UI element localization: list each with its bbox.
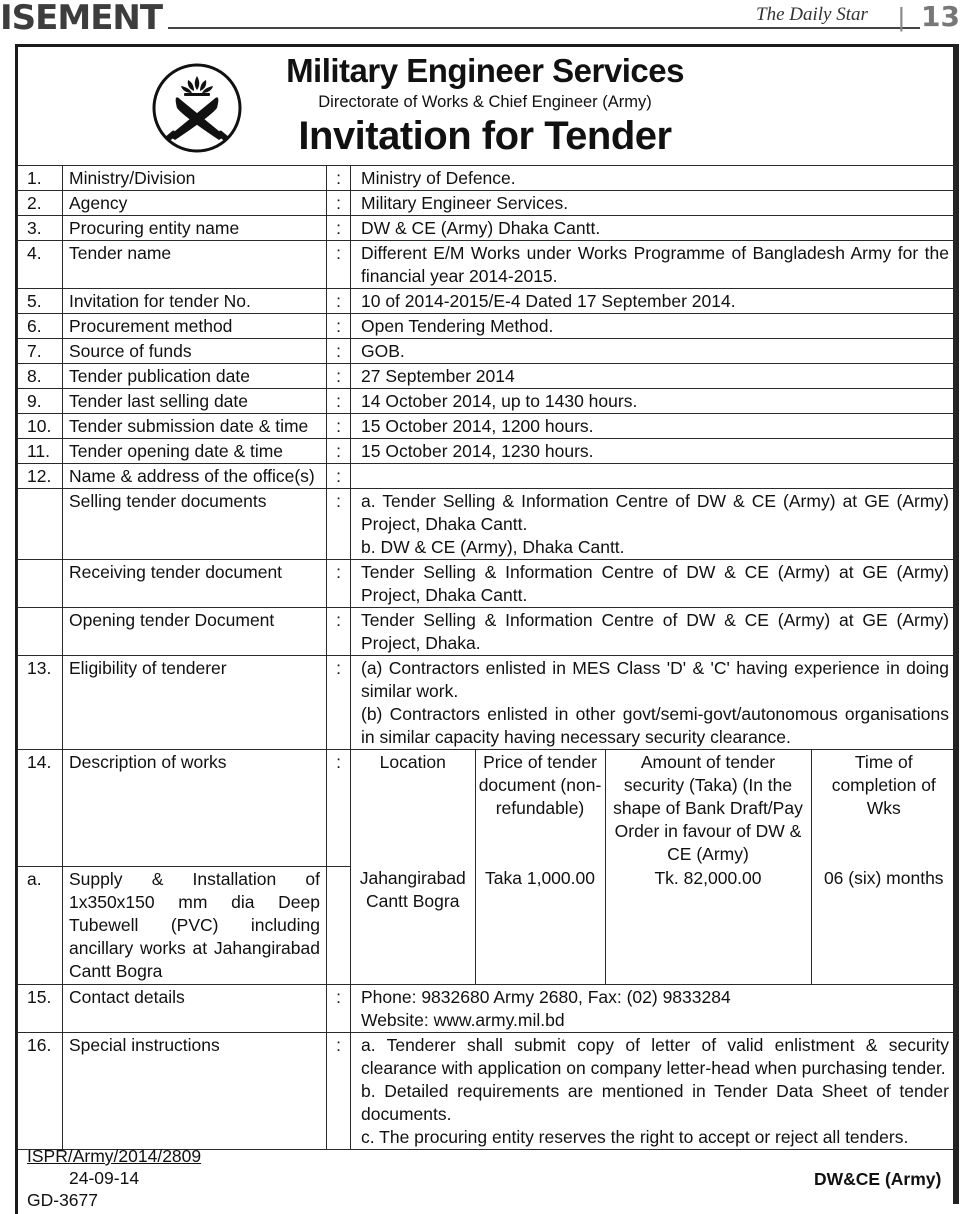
table-row [18, 364, 956, 389]
row-value: Ministry of Defence. [351, 166, 956, 191]
row-colon: : [327, 216, 351, 241]
row-label: Eligibility of tenderer [63, 656, 327, 750]
instruction-b: b. Detailed requirements are mentioned in Tender Data Sheet of tender documents. [361, 1081, 949, 1124]
row-number: 5. [18, 289, 63, 314]
row-colon: : [327, 414, 351, 439]
table-row [18, 1033, 956, 1150]
row-colon: : [327, 289, 351, 314]
table-row [18, 489, 956, 560]
row-number: 13. [18, 656, 63, 750]
row-number: 11. [18, 439, 63, 464]
table-row [18, 314, 956, 339]
selling-office-b: b. DW & CE (Army), Dhaka Cantt. [361, 537, 625, 557]
row-label: Tender submission date & time [63, 414, 327, 439]
row-number: 15. [18, 985, 63, 1033]
row-value: DW & CE (Army) Dhaka Cantt. [351, 216, 956, 241]
directorate-name: Directorate of Works & Chief Engineer (Army) [318, 93, 652, 111]
row-number: 7. [18, 339, 63, 364]
row-number [18, 608, 63, 656]
table-row [18, 439, 956, 464]
header-security: Amount of tender security (Taka) (In the shape of Bank Draft/Pay Order in favour of DW & CE (Army) [605, 750, 811, 866]
row-label: Opening tender Document [63, 608, 327, 656]
gd-number: GD-3677 [27, 1190, 99, 1210]
row-value [351, 489, 956, 560]
header-rule [168, 27, 920, 29]
signature: DW&CE (Army) [814, 1169, 942, 1189]
row-colon: : [327, 241, 351, 289]
row-number: 10. [18, 414, 63, 439]
row-label: Receiving tender document [63, 560, 327, 608]
works-item [351, 866, 956, 984]
row-value: Tender Selling & Information Centre of DW & CE (Army) at GE (Army) Project, Dhaka. [351, 608, 956, 656]
table-row [18, 166, 956, 191]
row-colon: : [327, 389, 351, 414]
row-label: Description of works [63, 750, 327, 867]
table-row [18, 414, 956, 439]
header-price: Price of tender document (non-refundable) [475, 750, 605, 866]
row-label: Procurement method [63, 314, 327, 339]
row-value [351, 656, 956, 750]
row-value: GOB. [351, 339, 956, 364]
newspaper-name: The Daily Star [756, 4, 868, 25]
row-value: Open Tendering Method. [351, 314, 956, 339]
row-number: 12. [18, 464, 63, 489]
page-number: 13 [921, 0, 960, 33]
instruction-c: c. The procuring entity reserves the right to accept or reject all tenders. [361, 1127, 909, 1147]
ispr-reference: ISPR/Army/2014/2809 [27, 1146, 202, 1166]
header-time: Time of completion of Wks [811, 750, 956, 866]
row-number: 9. [18, 389, 63, 414]
table-row [18, 750, 956, 867]
row-number: 2. [18, 191, 63, 216]
work-description: Supply & Installation of 1x350x150 mm dia Deep Tubewell (PVC) including ancillary works at Jahangirabad Cantt Bogra [63, 866, 327, 985]
table-row [18, 608, 956, 656]
section-title: ISEMENT [0, 0, 163, 38]
eligibility-b: (b) Contractors enlisted in other govt/semi-govt/autonomous organisations in similar capacity having necessary security clearance. [361, 704, 949, 747]
work-location: Jahangirabad Cantt Bogra [359, 868, 466, 911]
table-row [18, 339, 956, 364]
row-label: Selling tender documents [63, 489, 327, 560]
row-value: Different E/M Works under Works Programme of Bangladesh Army for the financial year 2014-2015. [351, 241, 956, 289]
row-number [18, 489, 63, 560]
row-colon: : [327, 750, 351, 867]
notice-title: Invitation for Tender [298, 114, 672, 158]
selling-office-a: a. Tender Selling & Information Centre of DW & CE (Army) at GE (Army) Project, Dhaka Cantt. [361, 491, 949, 534]
row-number: a. [18, 866, 63, 985]
work-price: Taka 1,000.00 [475, 866, 605, 984]
row-colon: : [327, 166, 351, 191]
row-value [351, 464, 956, 489]
row-colon: : [327, 560, 351, 608]
row-label: Contact details [63, 985, 327, 1033]
row-value: 14 October 2014, up to 1430 hours. [351, 389, 956, 414]
tender-table [17, 165, 956, 1150]
row-number: 6. [18, 314, 63, 339]
contact-phone: Phone: 9832680 Army 2680, Fax: (02) 9833284 [361, 987, 731, 1007]
newspaper-header [0, 0, 962, 36]
table-row [18, 464, 956, 489]
row-label: Special instructions [63, 1033, 327, 1150]
row-value: 15 October 2014, 1230 hours. [351, 439, 956, 464]
row-colon: : [327, 1033, 351, 1150]
work-time: 06 (six) months [811, 866, 956, 984]
contact-website: Website: www.army.mil.bd [361, 1010, 565, 1030]
row-label: Ministry/Division [63, 166, 327, 191]
row-colon: : [327, 464, 351, 489]
footer-reference [27, 1145, 201, 1168]
row-colon: : [327, 339, 351, 364]
row-label: Name & address of the office(s) [63, 464, 327, 489]
row-number: 4. [18, 241, 63, 289]
table-row [18, 389, 956, 414]
row-colon: : [327, 985, 351, 1033]
row-colon: : [327, 608, 351, 656]
row-colon: : [327, 191, 351, 216]
footer-date: 24-09-14 [69, 1168, 140, 1188]
instruction-a: a. Tenderer shall submit copy of letter of valid enlistment & security clearance with application on company letter-head when purchasing tender. [361, 1035, 949, 1078]
row-value [351, 1033, 956, 1150]
eligibility-a: (a) Contractors enlisted in MES Class 'D' & 'C' having experience in doing similar work. [361, 658, 949, 701]
table-row [18, 216, 956, 241]
row-label: Tender opening date & time [63, 439, 327, 464]
table-row [18, 656, 956, 750]
row-number: 3. [18, 216, 63, 241]
row-value: 15 October 2014, 1200 hours. [351, 414, 956, 439]
row-colon: : [327, 489, 351, 560]
row-label: Invitation for tender No. [63, 289, 327, 314]
row-label: Source of funds [63, 339, 327, 364]
table-row [18, 289, 956, 314]
table-row [18, 985, 956, 1033]
row-label: Tender name [63, 241, 327, 289]
table-row [18, 866, 956, 985]
row-colon: : [327, 656, 351, 750]
works-header [351, 750, 956, 866]
row-value: Military Engineer Services. [351, 191, 956, 216]
header-separator: | [898, 2, 905, 32]
table-row [18, 560, 956, 608]
row-value: Tender Selling & Information Centre of DW & CE (Army) at GE (Army) Project, Dhaka Cantt. [351, 560, 956, 608]
row-label: Tender publication date [63, 364, 327, 389]
row-colon: : [327, 439, 351, 464]
row-number: 1. [18, 166, 63, 191]
row-number [18, 560, 63, 608]
row-number: 8. [18, 364, 63, 389]
row-number: 14. [18, 750, 63, 867]
row-colon: : [327, 364, 351, 389]
row-label: Agency [63, 191, 327, 216]
row-value [351, 985, 956, 1033]
header-location: Location [379, 752, 446, 772]
row-label: Tender last selling date [63, 389, 327, 414]
row-value: 27 September 2014 [351, 364, 956, 389]
works-header-cell [351, 750, 956, 867]
row-colon [327, 866, 351, 985]
table-row [18, 191, 956, 216]
table-row [18, 241, 956, 289]
works-item-cell [351, 866, 956, 985]
row-colon: : [327, 314, 351, 339]
row-value: 10 of 2014-2015/E-4 Dated 17 September 2014. [351, 289, 956, 314]
row-label: Procuring entity name [63, 216, 327, 241]
row-number: 16. [18, 1033, 63, 1150]
organization-name: Military Engineer Services [286, 52, 684, 89]
work-security: Tk. 82,000.00 [605, 866, 811, 984]
